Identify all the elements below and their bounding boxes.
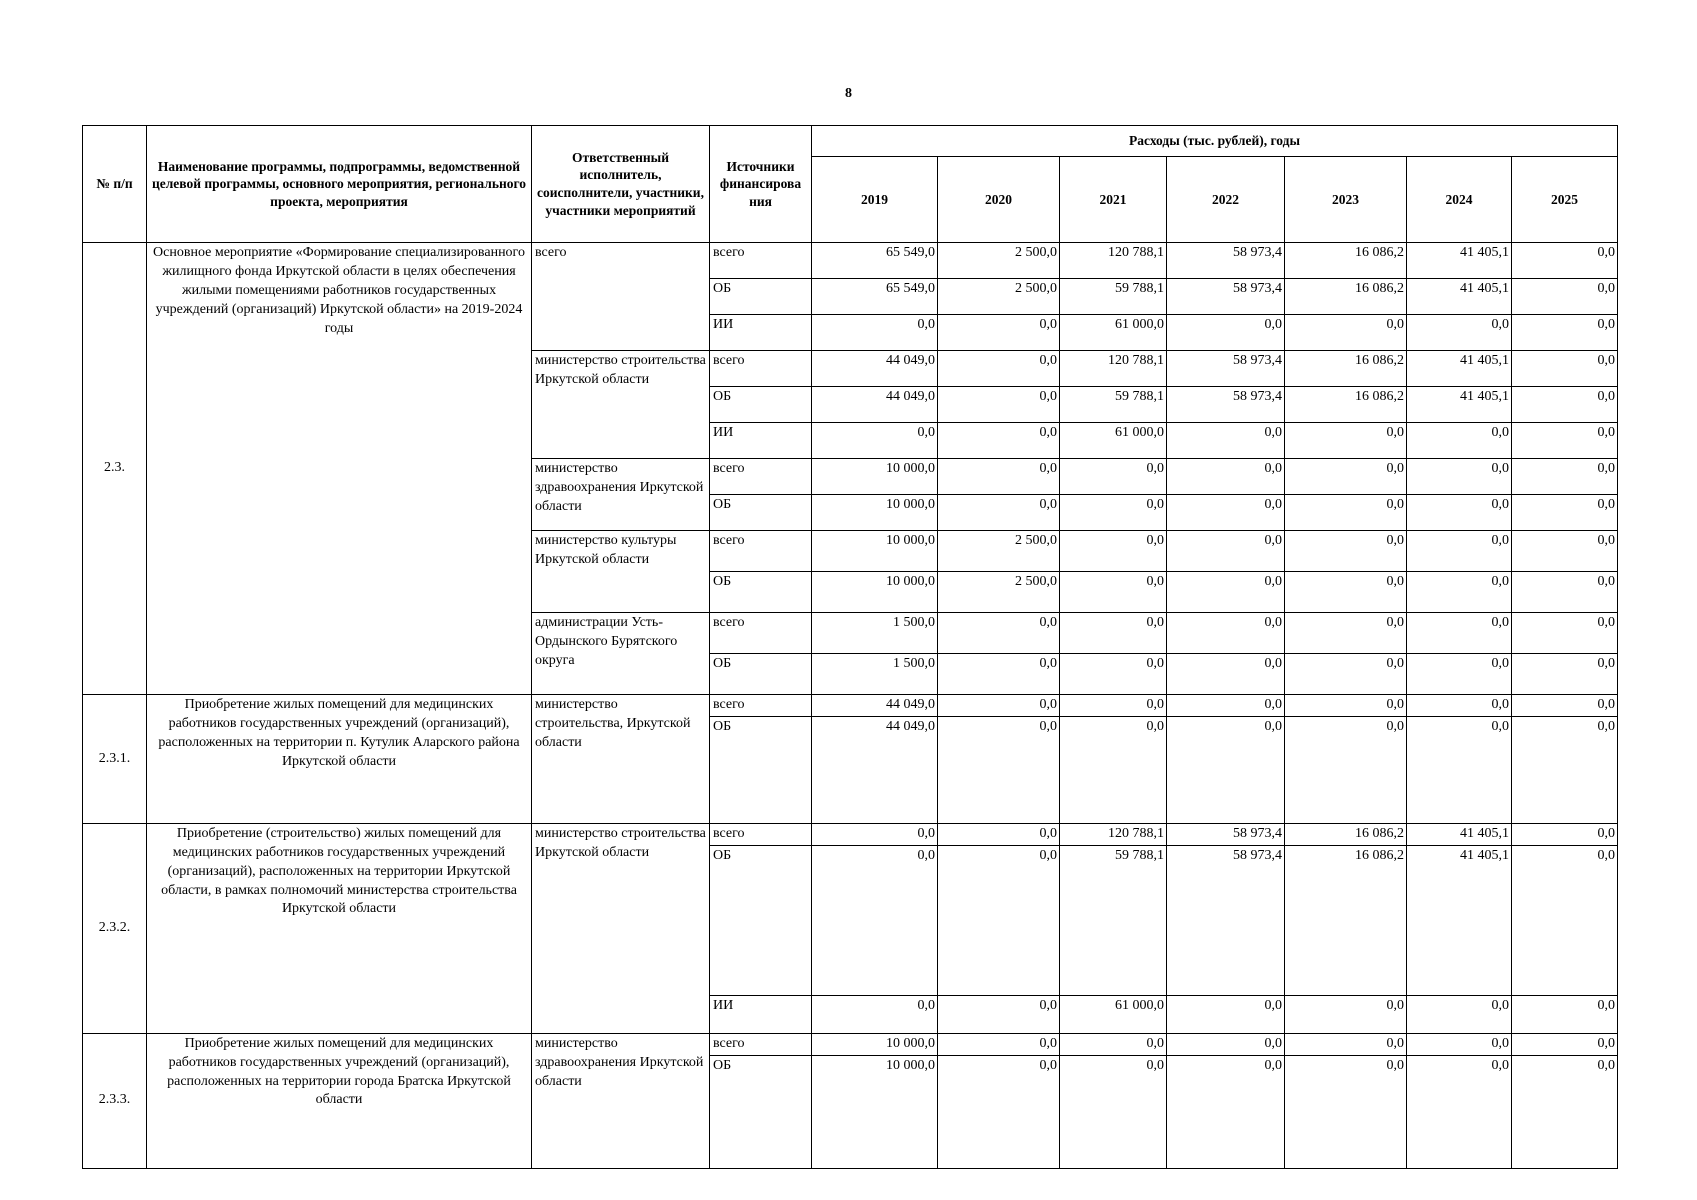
- expense-value: 16 086,2: [1285, 243, 1407, 279]
- expense-value: 0,0: [1285, 423, 1407, 459]
- expense-value: 58 973,4: [1167, 279, 1285, 315]
- expense-value: 0,0: [1512, 613, 1618, 654]
- header-num: № п/п: [83, 126, 147, 243]
- expense-value: 0,0: [938, 695, 1060, 717]
- funding-source: ИИ: [710, 995, 812, 1033]
- expense-value: 0,0: [1512, 1055, 1618, 1168]
- expense-value: 0,0: [1407, 654, 1512, 695]
- responsible-executor: министерство здравоохранения Иркутской области: [532, 1033, 710, 1168]
- expense-value: 41 405,1: [1407, 351, 1512, 387]
- expense-value: 0,0: [938, 823, 1060, 845]
- expense-value: 0,0: [1167, 716, 1285, 823]
- expense-value: 0,0: [1407, 531, 1512, 572]
- expense-value: 120 788,1: [1060, 243, 1167, 279]
- responsible-executor: министерство строительства Иркутской области: [532, 351, 710, 459]
- expense-value: 0,0: [1060, 459, 1167, 495]
- expense-value: 41 405,1: [1407, 823, 1512, 845]
- header-year: 2023: [1285, 157, 1407, 243]
- header-year: 2025: [1512, 157, 1618, 243]
- expense-value: 41 405,1: [1407, 845, 1512, 995]
- expense-value: 0,0: [1167, 315, 1285, 351]
- financing-table: [82, 125, 1618, 1169]
- table-row: [83, 243, 1618, 279]
- expense-value: 0,0: [1512, 1033, 1618, 1055]
- funding-source: ИИ: [710, 423, 812, 459]
- section-number: 2.3.: [83, 243, 147, 695]
- expense-value: 0,0: [938, 716, 1060, 823]
- expense-value: 58 973,4: [1167, 823, 1285, 845]
- expense-value: 0,0: [812, 995, 938, 1033]
- expense-value: 0,0: [938, 351, 1060, 387]
- expense-value: 0,0: [1512, 531, 1618, 572]
- table-row: [83, 823, 1618, 845]
- expense-value: 59 788,1: [1060, 279, 1167, 315]
- expense-value: 0,0: [1167, 654, 1285, 695]
- expense-value: 0,0: [1167, 495, 1285, 531]
- expense-value: 0,0: [1285, 716, 1407, 823]
- expense-value: 0,0: [1407, 495, 1512, 531]
- expense-value: 0,0: [1512, 243, 1618, 279]
- expense-value: 61 000,0: [1060, 423, 1167, 459]
- expense-value: 0,0: [1285, 459, 1407, 495]
- expense-value: 0,0: [1167, 1033, 1285, 1055]
- expense-value: 0,0: [938, 1033, 1060, 1055]
- header-expenses: Расходы (тыс. рублей), годы: [812, 126, 1618, 157]
- expense-value: 0,0: [1512, 995, 1618, 1033]
- header-sources: Источники финансирова ния: [710, 126, 812, 243]
- expense-value: 10 000,0: [812, 459, 938, 495]
- expense-value: 0,0: [1407, 423, 1512, 459]
- funding-source: всего: [710, 695, 812, 717]
- funding-source: ОБ: [710, 572, 812, 613]
- expense-value: 0,0: [1060, 613, 1167, 654]
- expense-value: 0,0: [1167, 531, 1285, 572]
- expense-value: 1 500,0: [812, 654, 938, 695]
- expense-value: 0,0: [1285, 654, 1407, 695]
- expense-value: 0,0: [1285, 531, 1407, 572]
- expense-value: 10 000,0: [812, 1055, 938, 1168]
- expense-value: 16 086,2: [1285, 823, 1407, 845]
- expense-value: 0,0: [938, 459, 1060, 495]
- expense-value: 0,0: [1167, 1055, 1285, 1168]
- expense-value: 59 788,1: [1060, 387, 1167, 423]
- expense-value: 0,0: [1285, 572, 1407, 613]
- expense-value: 44 049,0: [812, 716, 938, 823]
- expense-value: 0,0: [1060, 695, 1167, 717]
- expense-value: 2 500,0: [938, 279, 1060, 315]
- expense-value: 0,0: [1512, 351, 1618, 387]
- funding-source: всего: [710, 531, 812, 572]
- expense-value: 0,0: [1512, 572, 1618, 613]
- funding-source: ОБ: [710, 716, 812, 823]
- responsible-executor: министерство здравоохранения Иркутской области: [532, 459, 710, 531]
- expense-value: 0,0: [1060, 716, 1167, 823]
- expense-value: 0,0: [1060, 1055, 1167, 1168]
- expense-value: 0,0: [1512, 423, 1618, 459]
- expense-value: 0,0: [1285, 695, 1407, 717]
- expense-value: 16 086,2: [1285, 279, 1407, 315]
- expense-value: 0,0: [938, 995, 1060, 1033]
- expense-value: 0,0: [1167, 695, 1285, 717]
- expense-value: 0,0: [938, 315, 1060, 351]
- table-row: [83, 695, 1618, 717]
- header-year: 2021: [1060, 157, 1167, 243]
- expense-value: 0,0: [812, 845, 938, 995]
- expense-value: 0,0: [1060, 572, 1167, 613]
- expense-value: 0,0: [1060, 1033, 1167, 1055]
- responsible-executor: министерство строительства Иркутской области: [532, 823, 710, 1033]
- expense-value: 41 405,1: [1407, 243, 1512, 279]
- expense-value: 0,0: [1512, 315, 1618, 351]
- expense-value: 0,0: [1512, 279, 1618, 315]
- expense-value: 2 500,0: [938, 531, 1060, 572]
- expense-value: 0,0: [1285, 315, 1407, 351]
- section-name: Приобретение (строительство) жилых помещений для медицинских работников государственных учреждений (организаций), расположенных на территории Иркутской области, в рамках полномочий министерства строительства Иркутской области: [147, 823, 532, 1033]
- table-body: [83, 243, 1618, 1169]
- expense-value: 58 973,4: [1167, 351, 1285, 387]
- funding-source: всего: [710, 823, 812, 845]
- expense-value: 0,0: [1167, 572, 1285, 613]
- expense-value: 0,0: [1407, 1055, 1512, 1168]
- section-name: Приобретение жилых помещений для медицинских работников государственных учреждений (организаций), расположенных на территории п. Кутулик Аларского района Иркутской области: [147, 695, 532, 824]
- funding-source: ОБ: [710, 845, 812, 995]
- expense-value: 0,0: [1060, 495, 1167, 531]
- expense-value: 0,0: [1407, 459, 1512, 495]
- expense-value: 0,0: [1167, 995, 1285, 1033]
- section-number: 2.3.1.: [83, 695, 147, 824]
- expense-value: 0,0: [1512, 716, 1618, 823]
- expense-value: 0,0: [1285, 613, 1407, 654]
- expense-value: 0,0: [1407, 613, 1512, 654]
- expense-value: 0,0: [1512, 823, 1618, 845]
- expense-value: 0,0: [1512, 387, 1618, 423]
- expense-value: 0,0: [1512, 459, 1618, 495]
- expense-value: 0,0: [1167, 423, 1285, 459]
- expense-value: 0,0: [938, 495, 1060, 531]
- expense-value: 0,0: [938, 387, 1060, 423]
- section-number: 2.3.3.: [83, 1033, 147, 1168]
- expense-value: 10 000,0: [812, 495, 938, 531]
- header-year: 2020: [938, 157, 1060, 243]
- expense-value: 0,0: [1285, 995, 1407, 1033]
- expense-value: 10 000,0: [812, 1033, 938, 1055]
- expense-value: 44 049,0: [812, 695, 938, 717]
- funding-source: ОБ: [710, 654, 812, 695]
- responsible-executor: администрации Усть-Ордынского Бурятского округа: [532, 613, 710, 695]
- responsible-executor: министерство строительства, Иркутской области: [532, 695, 710, 824]
- expense-value: 44 049,0: [812, 387, 938, 423]
- expense-value: 65 549,0: [812, 243, 938, 279]
- expense-value: 59 788,1: [1060, 845, 1167, 995]
- expense-value: 0,0: [1407, 1033, 1512, 1055]
- page-number: 8: [845, 86, 852, 101]
- funding-source: ИИ: [710, 315, 812, 351]
- expense-value: 0,0: [812, 423, 938, 459]
- funding-source: всего: [710, 613, 812, 654]
- expense-value: 41 405,1: [1407, 279, 1512, 315]
- expense-value: 0,0: [1285, 1055, 1407, 1168]
- expense-value: 0,0: [1512, 845, 1618, 995]
- expense-value: 0,0: [1060, 654, 1167, 695]
- section-number: 2.3.2.: [83, 823, 147, 1033]
- expense-value: 0,0: [1167, 613, 1285, 654]
- expense-value: 0,0: [938, 423, 1060, 459]
- expense-value: 61 000,0: [1060, 315, 1167, 351]
- expense-value: 0,0: [812, 823, 938, 845]
- funding-source: всего: [710, 459, 812, 495]
- expense-value: 0,0: [1512, 495, 1618, 531]
- responsible-executor: министерство культуры Иркутской области: [532, 531, 710, 613]
- expense-value: 0,0: [1407, 716, 1512, 823]
- expense-value: 16 086,2: [1285, 387, 1407, 423]
- expense-value: 0,0: [938, 1055, 1060, 1168]
- funding-source: ОБ: [710, 279, 812, 315]
- header-name: Наименование программы, подпрограммы, ведомственной целевой программы, основного мероприятия, регионального проекта, мероприятия: [147, 126, 532, 243]
- expense-value: 0,0: [1407, 995, 1512, 1033]
- funding-source: ОБ: [710, 1055, 812, 1168]
- expense-value: 0,0: [1285, 495, 1407, 531]
- header-year: 2022: [1167, 157, 1285, 243]
- funding-source: ОБ: [710, 495, 812, 531]
- expense-value: 44 049,0: [812, 351, 938, 387]
- expense-value: 0,0: [938, 613, 1060, 654]
- funding-source: всего: [710, 1033, 812, 1055]
- expense-value: 16 086,2: [1285, 351, 1407, 387]
- expense-value: 58 973,4: [1167, 845, 1285, 995]
- expense-value: 0,0: [1407, 695, 1512, 717]
- section-name: Приобретение жилых помещений для медицинских работников государственных учреждений (организаций), расположенных на территории города Братска Иркутской области: [147, 1033, 532, 1168]
- expense-value: 0,0: [1167, 459, 1285, 495]
- expense-value: 2 500,0: [938, 243, 1060, 279]
- expense-value: 16 086,2: [1285, 845, 1407, 995]
- funding-source: всего: [710, 243, 812, 279]
- expense-value: 0,0: [812, 315, 938, 351]
- expense-value: 1 500,0: [812, 613, 938, 654]
- section-name: Основное мероприятие «Формирование специализированного жилищного фонда Иркутской области в целях обеспечения жилыми помещениями работников государственных учреждений (организаций) Иркутской области» на 2019-2024 годы: [147, 243, 532, 695]
- expense-value: 58 973,4: [1167, 243, 1285, 279]
- expense-value: 0,0: [1285, 1033, 1407, 1055]
- funding-source: ОБ: [710, 387, 812, 423]
- expense-value: 120 788,1: [1060, 823, 1167, 845]
- expense-value: 0,0: [1060, 531, 1167, 572]
- table-row: [83, 1033, 1618, 1055]
- responsible-executor: всего: [532, 243, 710, 351]
- expense-value: 0,0: [938, 845, 1060, 995]
- expense-value: 0,0: [938, 654, 1060, 695]
- header-year: 2024: [1407, 157, 1512, 243]
- header-year: 2019: [812, 157, 938, 243]
- expense-value: 2 500,0: [938, 572, 1060, 613]
- expense-value: 10 000,0: [812, 572, 938, 613]
- expense-value: 41 405,1: [1407, 387, 1512, 423]
- expense-value: 61 000,0: [1060, 995, 1167, 1033]
- expense-value: 65 549,0: [812, 279, 938, 315]
- table-header: [83, 126, 1618, 243]
- expense-value: 58 973,4: [1167, 387, 1285, 423]
- funding-source: всего: [710, 351, 812, 387]
- expense-value: 0,0: [1512, 654, 1618, 695]
- header-responsible: Ответственный исполнитель, соисполнители, участники, участники мероприятий: [532, 126, 710, 243]
- expense-value: 120 788,1: [1060, 351, 1167, 387]
- expense-value: 0,0: [1407, 315, 1512, 351]
- expense-value: 0,0: [1407, 572, 1512, 613]
- expense-value: 10 000,0: [812, 531, 938, 572]
- expense-value: 0,0: [1512, 695, 1618, 717]
